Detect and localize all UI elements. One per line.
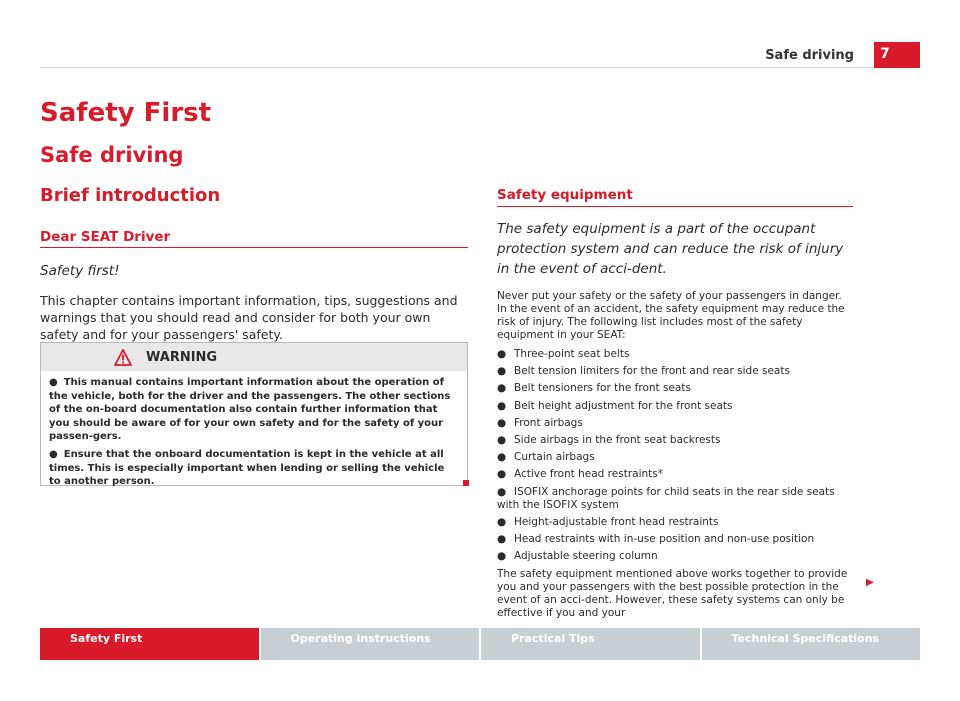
list-item: [497, 434, 853, 447]
warning-item-text: Ensure that the onboard documentation is kept in the vehicle at all times. This is especially important when lending or selling the vehicle to another person.: [49, 448, 445, 488]
list-item: [497, 550, 853, 563]
intro-paragraph: This chapter contains important information, tips, suggestions and warnings that you should read and consider for both your own safety and for your passengers' safety.: [40, 293, 458, 342]
list-item-text: Belt tension limiters for the front and rear side seats: [514, 365, 790, 378]
list-item-text: ISOFIX anchorage points for child seats in the rear side seats with the ISOFIX system: [497, 485, 835, 511]
list-item: [497, 533, 853, 546]
warning-box: [40, 342, 468, 486]
section-end-marker: [463, 480, 469, 486]
subsection-heading: Brief introduction: [40, 185, 221, 206]
list-item-text: Front airbags: [514, 416, 583, 429]
safety-equipment-intro: The safety equipment is a part of the occupant protection system and can reduce the risk of injury in the event of acci-dent.: [497, 221, 844, 277]
bullet-icon: ●: [497, 515, 507, 528]
list-item: [497, 486, 853, 512]
section-title: Safe driving: [765, 48, 854, 63]
warning-triangle-icon: [114, 349, 132, 366]
warning-item-text: This manual contains important information about the operation of the vehicle, both for the driver and the passengers. The other sections of the on-board documentation also contain further information that you should be aware of for your own safety and for the safety of your passen-gers.: [49, 377, 451, 443]
safety-equipment-heading: Safety equipment: [497, 187, 853, 207]
page-header: [40, 42, 920, 68]
list-item-text: Side airbags in the front seat backrests: [514, 433, 721, 446]
list-item: [497, 417, 853, 430]
list-item-text: Head restraints with in-use position and non-use position: [514, 532, 815, 545]
safety-equipment-paragraph: Never put your safety or the safety of your passengers in danger. In the event of an accident, the safety equipment may reduce the risk of injury. The following list includes most of the safety equipment in your SEAT:: [497, 290, 845, 341]
chapter-title: Safety First: [40, 98, 212, 128]
bullet-icon: ●: [497, 468, 507, 481]
list-item-text: Belt height adjustment for the front seats: [514, 399, 733, 412]
left-column: [40, 229, 468, 343]
bullet-icon: ●: [497, 485, 507, 498]
tab-safety-first[interactable]: Safety First: [40, 628, 259, 660]
page-number: 7: [874, 42, 920, 68]
warning-item: [49, 376, 459, 444]
warning-label: WARNING: [146, 350, 218, 365]
right-column: [497, 187, 853, 620]
bullet-icon: ●: [497, 433, 507, 446]
tab-practical-tips[interactable]: Practical Tips: [481, 628, 700, 660]
bullet-icon: ●: [497, 348, 507, 360]
bullet-icon: ●: [49, 377, 58, 388]
warning-header: [41, 343, 467, 371]
list-item: [497, 365, 853, 378]
tab-technical-specifications[interactable]: Technical Specifications: [702, 628, 921, 660]
bullet-icon: ●: [497, 451, 507, 464]
bullet-icon: ●: [497, 365, 507, 378]
list-item-text: Active front head restraints*: [514, 468, 663, 481]
list-item-text: Belt tensioners for the front seats: [514, 382, 691, 395]
tab-operating-instructions[interactable]: Operating instructions: [261, 628, 480, 660]
footer-nav: [40, 628, 920, 660]
bullet-icon: ●: [497, 550, 507, 563]
bullet-icon: ●: [497, 399, 507, 412]
list-item: [497, 382, 853, 395]
bullet-icon: ●: [49, 448, 58, 460]
equipment-list: [497, 348, 853, 563]
list-item: [497, 348, 853, 361]
continue-arrow-icon: ▶: [866, 577, 874, 588]
bullet-icon: ●: [497, 382, 507, 395]
list-item-text: Curtain airbags: [514, 451, 595, 464]
list-item-text: Adjustable steering column: [514, 550, 658, 563]
safety-first-subtitle: Safety first!: [40, 263, 120, 279]
list-item-text: Height-adjustable front head restraints: [514, 515, 719, 528]
dear-driver-heading: Dear SEAT Driver: [40, 229, 468, 248]
section-heading: Safe driving: [40, 143, 184, 167]
bullet-icon: ●: [497, 416, 507, 429]
list-item: [497, 400, 853, 413]
warning-item: [49, 448, 459, 489]
list-item: [497, 468, 853, 481]
list-item-text: Three-point seat belts: [514, 348, 630, 360]
list-item: [497, 516, 853, 529]
safety-equipment-outro: The safety equipment mentioned above works together to provide you and your passengers with the best possible protection in the event of an acci-dent. However, these safety systems can only be effective if you and your: [497, 568, 848, 620]
bullet-icon: ●: [497, 532, 507, 545]
warning-body: [41, 371, 467, 498]
list-item: [497, 451, 853, 464]
